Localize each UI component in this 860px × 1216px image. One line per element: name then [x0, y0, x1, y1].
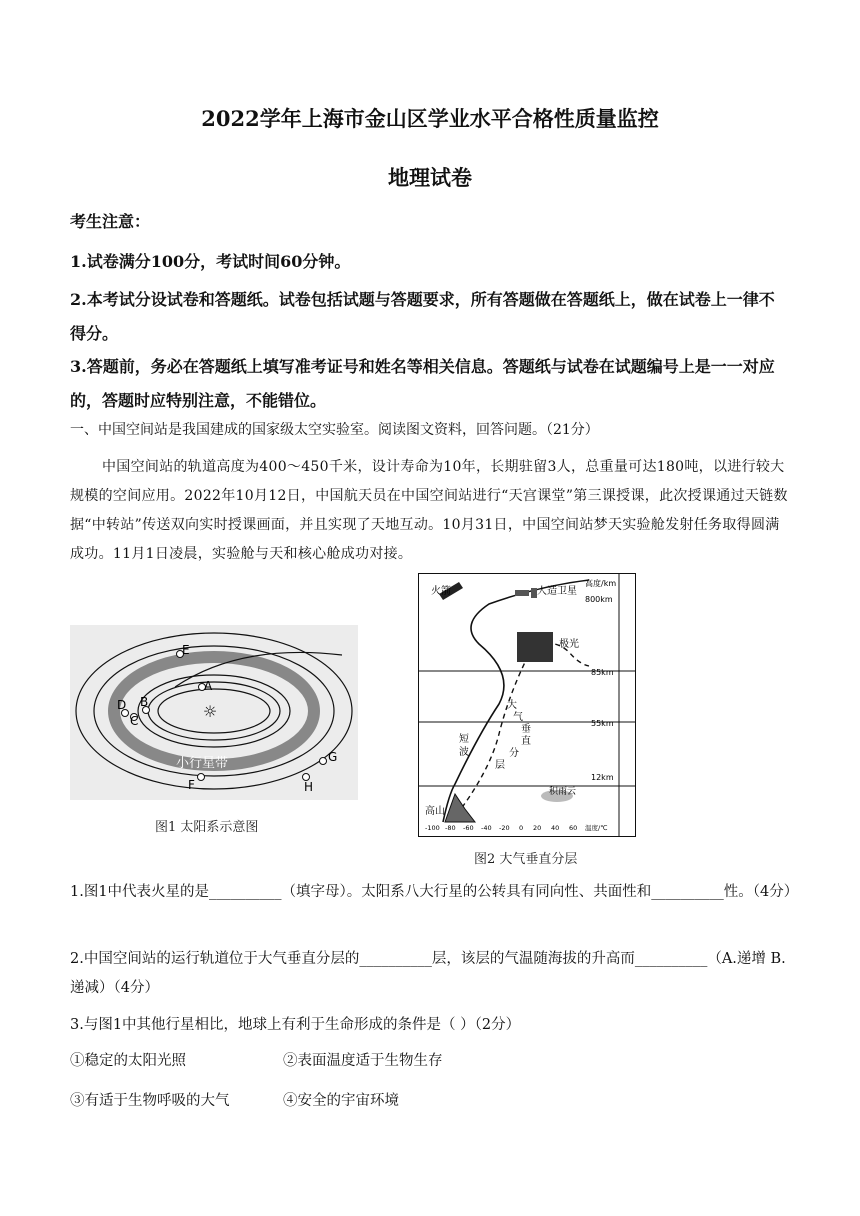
figure1-solar-system [70, 625, 358, 800]
layer-label-2: 气 [513, 712, 523, 723]
layer-label-3: 垂 [521, 724, 531, 735]
planet-label-c: C [130, 714, 139, 728]
figure2-caption: 图2 大气垂直分层 [474, 852, 578, 867]
height-tick-12: 12km [591, 773, 614, 782]
notice-item-3: 3.答题前，务必在答题纸上填写准考证号和姓名等相关信息。答题纸与试卷在试题编号上是一一对应的，答题时应特别注意，不能错位。 [70, 357, 775, 410]
x-unit: 温度/℃ [585, 824, 608, 832]
page-subtitle: 地理试卷 [388, 165, 472, 190]
option-1: ①稳定的太阳光照 [70, 1053, 186, 1069]
y-axis-title: 高度/km [585, 579, 617, 588]
notice-item-2: 2.本考试分设试卷和答题纸。试卷包括试题与答题要求，所有答题做在答题纸上，做在试卷上一律不得分。 [70, 290, 775, 343]
planet-label-e: E [182, 643, 190, 657]
aurora-image [517, 632, 553, 662]
question-1: 1.图1中代表火星的是__________（填字母）。太阳系八大行星的公转具有同向性、共面性和__________性。（4分） [70, 884, 799, 900]
layer-label-1: 大 [507, 700, 517, 711]
section-heading: 一、中国空间站是我国建成的国家级太空实验室。阅读图文资料，回答问题。（21分） [70, 422, 599, 438]
layer-label-6: 层 [495, 760, 505, 771]
notice-item-1: 1.试卷满分100分，考试时间60分钟。 [70, 252, 351, 271]
sun-icon: ☼ [202, 702, 218, 721]
planet-label-h: H [304, 780, 314, 794]
atmosphere-diagram [419, 574, 635, 836]
height-tick-55: 55km [591, 719, 614, 728]
planet-label-d: D [117, 698, 127, 712]
shortwave-label-2: 波 [459, 747, 469, 758]
cloud-label: 积雨云 [549, 787, 577, 797]
x-tick: 60 [569, 824, 578, 832]
figure2-atmosphere [418, 573, 636, 837]
height-tick-800: 800km [585, 595, 613, 604]
planet-label-b: B [140, 695, 149, 709]
x-tick: 20 [533, 824, 542, 832]
height-tick-85: 85km [591, 668, 614, 677]
notice-heading: 考生注意： [70, 212, 151, 231]
satellite-label: 人造卫星 [537, 586, 577, 597]
mountain-label: 高山 [425, 806, 445, 817]
aurora-label: 极光 [559, 639, 579, 650]
option-3: ③有适于生物呼吸的大气 [70, 1093, 230, 1109]
page-title: 2022学年上海市金山区学业水平合格性质量监控 [201, 106, 659, 131]
shortwave-label-1: 短 [459, 734, 469, 745]
layer-label-4: 直 [521, 736, 531, 747]
asteroid-belt-label: 小行星带 [176, 756, 229, 771]
planet-label-f: F [188, 778, 195, 792]
planet-label-a: A [204, 679, 213, 693]
x-tick: -60 [463, 824, 474, 832]
rocket-label: 火箭 [431, 586, 451, 597]
x-tick: -40 [481, 824, 492, 832]
x-tick: -80 [445, 824, 456, 832]
question-2: 2.中国空间站的运行轨道位于大气垂直分层的__________层，该层的气温随海拔的升高而__________（A.递增 B.递减）（4分） [70, 951, 786, 996]
x-tick: 40 [551, 824, 560, 832]
x-tick: -20 [499, 824, 510, 832]
question-3: 3.与图1中其他行星相比，地球上有利于生命形成的条件是（ ）（2分） [70, 1017, 521, 1033]
layer-label-5: 分 [509, 748, 519, 759]
section-paragraph: 中国空间站的轨道高度为400～450千米，设计寿命为10年，长期驻留3人，总重量可达180吨，以进行较大规模的空间应用。2022年10月12日，中国航天员在中国空间站进行“天宫课堂”第三课授课，此次授课通过天链数据“中转站”传送双向实时授课画面，并且实现了天地互动。10月31日，中国空间站梦天实验舱发射任务取得圆满成功。11月1日凌晨，实验舱与天和核心舱成功对接。 [70, 459, 788, 562]
planet-label-g: G [328, 750, 338, 764]
satellite-icon [515, 588, 537, 598]
figure1-caption: 图1 太阳系示意图 [155, 820, 259, 835]
x-tick: 0 [519, 824, 524, 832]
solar-system-diagram [70, 625, 358, 800]
option-4: ④安全的宇宙环境 [283, 1093, 399, 1109]
option-2: ②表面温度适于生物生存 [283, 1053, 443, 1069]
x-tick: -100 [425, 824, 440, 832]
